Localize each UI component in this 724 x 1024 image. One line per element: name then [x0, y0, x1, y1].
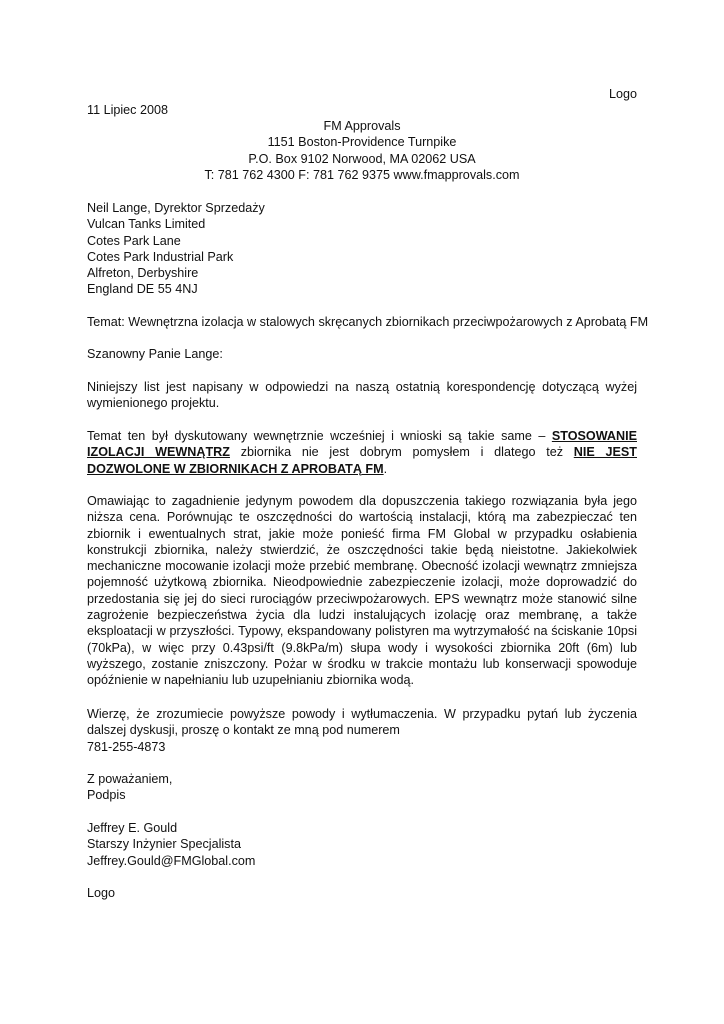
- contact-phone: 781-255-4873: [87, 739, 166, 754]
- logo-top: Logo: [608, 87, 637, 101]
- logo-bottom: Logo: [87, 886, 116, 900]
- sender-street: 1151 Boston-Providence Turnpike: [267, 135, 457, 150]
- signer-email: Jeffrey.Gould@FMGlobal.com: [87, 853, 256, 868]
- p4-text: Wierzę, że zrozumiecie powyższe powody i wytłumaczenia. W przypadku pytań lub życzenia dalszej dyskusji, proszę o kontakt ze mną pod numerem: [87, 707, 637, 738]
- signer-title: Starszy Inżynier Specjalista: [87, 837, 241, 852]
- sender-address: [87, 118, 637, 183]
- closing: [87, 771, 172, 804]
- closing-regards: Z poważaniem,: [87, 772, 173, 786]
- body-paragraph-1: Niniejszy list jest napisany w odpowiedzi na naszą ostatnią korespondencję dotyczącą wyżej wymienionego projektu.: [87, 380, 637, 411]
- recipient-line-1: Cotes Park Lane: [87, 233, 181, 248]
- recipient-company: Vulcan Tanks Limited: [87, 217, 206, 232]
- signer-block: [87, 820, 255, 869]
- sender-name: FM Approvals: [323, 119, 401, 133]
- letter-subject: Temat: Wewnętrzna izolacja w stalowych skręcanych zbiornikach przeciwpożarowych z Aprobatą FM: [87, 315, 649, 329]
- body-paragraph-4: [87, 706, 637, 755]
- p2-emphasis-1: STOSOWANIE IZOLACJI WEWNĄTRZ: [87, 429, 637, 460]
- sender-contact: T: 781 762 4300 F: 781 762 9375 www.fmapprovals.com: [204, 167, 520, 182]
- signer-name: Jeffrey E. Gould: [87, 821, 178, 835]
- p2-emphasis-2: NIE JEST DOZWOLONE W ZBIORNIKACH Z APROBATĄ FM: [87, 445, 637, 476]
- p2-text-2: zbiornika nie jest dobrym pomysłem i dlatego też: [229, 445, 574, 460]
- p2-text-1: Temat ten był dyskutowany wewnętrznie wcześniej i wnioski są takie same –: [87, 429, 552, 443]
- body-paragraph-3: Omawiając to zagadnienie jedynym powodem dla dopuszczenia takiego rozwiązania była jego niższa cena. Porównując te oszczędności do wartością instalacji, którą ma zabezpieczać ten zbiornik i ewentualnych strat, jakie może ponieść firma FM Global w przypadku osłabienia konstrukcji zbiornika, należy stwierdzić, że oszczędności takie będą nieistotne. Jakiekolwiek mechaniczne mocowanie izolacji może przebić membranę. Obecność izolacji wewnątrz zmniejsza pojemność użytkową zbiornika. Nieodpowiednie zabezpieczenie izolacji, może doprowadzić do przedostania się jej do sieci rurociągów przeciwpożarowych. EPS wewnątrz może stanowić silne zagrożenie bezpieczeństwa życia dla ludzi instalujących izolację oraz membranę, a także eksploatacji w przyszłości. Typowy, ekspandowany polistyren ma wytrzymałość na ściskanie 10psi (70kPa), w więc przy 0.43psi/ft (9.8kPa/m) słupa wody i wysokości zbiornika 20ft (6m) lub wyższego, zostanie zniszczony. Pożar w środku w trakcie montażu lub konserwacji spowoduje opóźnienie w napełnianiu lub uzupełnianiu zbiornika wodą.: [87, 494, 637, 688]
- salutation: Szanowny Panie Lange:: [87, 347, 223, 361]
- recipient-line-4: England DE 55 4NJ: [87, 282, 198, 297]
- recipient-line-2: Cotes Park Industrial Park: [87, 249, 234, 264]
- letter-date: 11 Lipiec 2008: [87, 103, 168, 117]
- recipient-address: [87, 200, 265, 298]
- recipient-name: Neil Lange, Dyrektor Sprzedaży: [87, 201, 265, 215]
- recipient-line-3: Alfreton, Derbyshire: [87, 266, 199, 281]
- closing-signature: Podpis: [87, 788, 126, 803]
- sender-po-box: P.O. Box 9102 Norwood, MA 02062 USA: [248, 151, 476, 166]
- p2-text-end: .: [383, 461, 388, 476]
- body-paragraph-2: [87, 428, 637, 477]
